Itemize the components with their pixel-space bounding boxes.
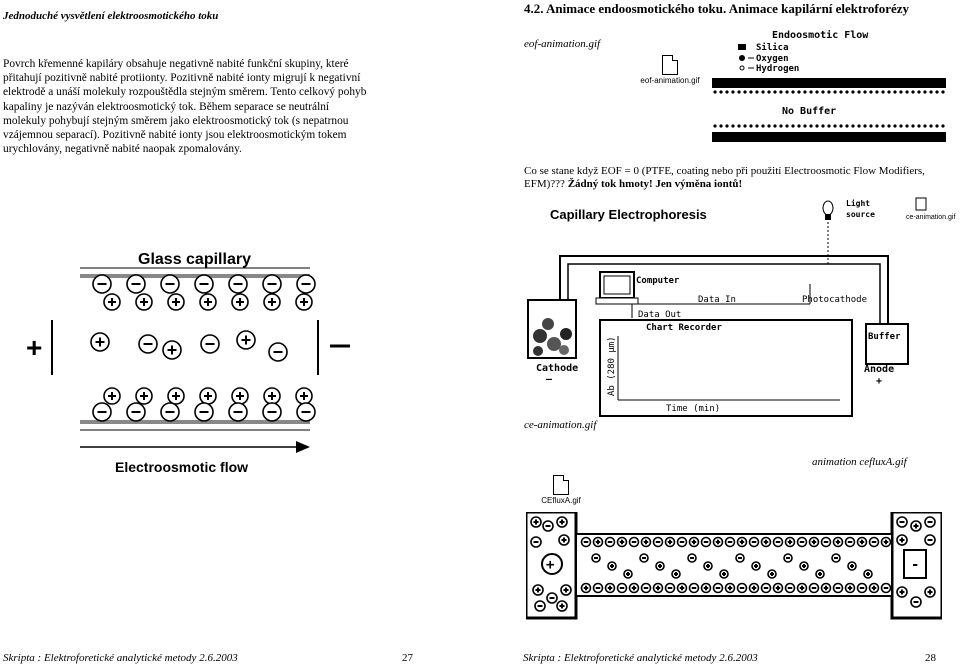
reservoir-ion	[533, 585, 543, 595]
counter-ion-positive	[200, 388, 216, 404]
channel-wall-ion	[738, 584, 747, 593]
reservoir-ion	[543, 521, 553, 531]
wall-negative-charge	[229, 275, 247, 293]
ce-caption: ce-animation.gif	[524, 419, 597, 431]
channel-ion	[768, 570, 776, 578]
wall-negative-charge	[229, 403, 247, 421]
paragraph-line: molekuly pohybují stejným směrem jako elektroosmotický tok (s nepatrnou	[3, 114, 349, 127]
channel-wall-ion	[606, 538, 615, 547]
reservoir-ion	[559, 535, 569, 545]
ceflux-file-icon-group	[536, 475, 586, 505]
ceflux-file-label: CEfluxA.gif	[541, 496, 581, 505]
channel-wall-ion	[750, 584, 759, 593]
channel-wall-ion	[606, 584, 615, 593]
gif-file-icon	[553, 475, 569, 495]
channel-ion	[704, 562, 712, 570]
channel-ion	[624, 570, 632, 578]
reservoir-ion	[897, 535, 907, 545]
channel-wall-ion	[822, 538, 831, 547]
channel-ion	[816, 570, 824, 578]
counter-ion-positive	[168, 388, 184, 404]
chart-recorder-box	[600, 320, 852, 416]
channel-wall-ion	[834, 538, 843, 547]
channel-ion	[592, 554, 600, 562]
wall-negative-charge	[195, 403, 213, 421]
counter-ion-positive	[296, 294, 312, 310]
eof-note	[524, 165, 925, 191]
free-ion	[269, 343, 287, 361]
wall-negative-charge	[93, 275, 111, 293]
right-page-number: 28	[925, 652, 936, 664]
gif-file-icon	[662, 55, 678, 75]
channel-wall-ion	[654, 584, 663, 593]
eof-file-icon-group	[640, 55, 700, 85]
recorder-x-label: Time (min)	[666, 404, 721, 414]
reservoir-ion	[925, 587, 935, 597]
channel-ion	[736, 554, 744, 562]
free-ion	[201, 335, 219, 353]
channel-ion	[688, 554, 696, 562]
data-out-label: Data Out	[638, 310, 682, 320]
channel-wall-ion	[582, 584, 591, 593]
counter-ion-positive	[200, 294, 216, 310]
anode-plus-sign: +	[26, 332, 43, 363]
channel-wall-ion	[726, 584, 735, 593]
paragraph-line: elektrodě a unáší molekuly rozpouštědla stejným směrem. Tento celkový pohyb	[3, 86, 367, 99]
channel-wall-ion	[654, 538, 663, 547]
channel-wall-ion	[882, 584, 891, 593]
flow-arrow-head	[296, 441, 310, 453]
no-buffer-label: No Buffer	[782, 106, 837, 117]
channel-ion	[848, 562, 856, 570]
ce-file-label: ce-animation.gif	[906, 214, 956, 221]
ceflux-plus: +	[546, 557, 555, 573]
flow-label: Electroosmotic flow	[115, 459, 249, 475]
recorder-y-label: Ab (280 μm)	[607, 336, 617, 396]
reservoir-ion	[547, 593, 557, 603]
channel-ion	[784, 554, 792, 562]
channel-wall-ion	[678, 538, 687, 547]
right-footer: Skripta : Elektroforetické analytické metody 2.6.2003	[523, 652, 758, 664]
channel-wall-ion	[714, 538, 723, 547]
channel-wall-ion	[798, 584, 807, 593]
channel-wall-ion	[858, 538, 867, 547]
left-footer: Skripta : Elektroforetické analytické metody 2.6.2003	[3, 652, 238, 664]
channel-wall-ion	[774, 538, 783, 547]
channel-wall-ion	[834, 584, 843, 593]
free-ion	[139, 335, 157, 353]
eof-legend	[738, 42, 799, 74]
legend-hydrogen: Hydrogen	[756, 64, 800, 74]
channel-wall-ion	[870, 584, 879, 593]
light-source-label-1: Light	[846, 199, 871, 208]
channel-ion	[608, 562, 616, 570]
reservoir-ion	[561, 585, 571, 595]
channel-wall-ion	[870, 538, 879, 547]
counter-ion-positive	[136, 388, 152, 404]
ceflux-figure	[526, 512, 942, 620]
reservoir-ion	[925, 517, 935, 527]
channel-ion	[672, 570, 680, 578]
counter-ion-positive	[296, 388, 312, 404]
counter-ion-positive	[136, 294, 152, 310]
channel-ion	[800, 562, 808, 570]
channel-wall-ion	[738, 538, 747, 547]
reservoir-ion	[911, 521, 921, 531]
left-page-header: Jednoduché vysvětlení elektroosmotického toku	[3, 10, 219, 22]
channel-wall-ion	[750, 538, 759, 547]
legend-oxygen: Oxygen	[756, 54, 789, 64]
channel-ion	[656, 562, 664, 570]
bottom-silica-wall	[712, 124, 946, 142]
anode-sign: +	[876, 376, 883, 387]
cathode-label: Cathode	[536, 363, 579, 374]
reservoir-ion	[925, 535, 935, 545]
wall-negative-charge	[127, 275, 145, 293]
photocathode-label: Photocathode	[802, 295, 868, 305]
eof-note-plain: EFM)???	[524, 178, 568, 190]
capillary-electrophoresis-figure	[520, 196, 960, 418]
ceflux-caption: animation cefluxA.gif	[812, 456, 907, 468]
channel-wall-ion	[618, 584, 627, 593]
reservoir-ion	[531, 517, 541, 527]
free-ion	[163, 341, 181, 359]
channel-wall-ion	[786, 538, 795, 547]
channel-wall-ion	[846, 538, 855, 547]
charge-particles	[91, 275, 315, 421]
channel-wall-ion	[594, 538, 603, 547]
counter-ion-positive	[168, 294, 184, 310]
eof-title: Endoosmotic Flow	[772, 30, 869, 41]
channel-wall-ion	[630, 584, 639, 593]
channel-wall-ion	[666, 584, 675, 593]
channel-wall-ion	[798, 538, 807, 547]
reservoir-ion	[897, 517, 907, 527]
free-ion	[237, 331, 255, 349]
anode-label: Anode	[864, 364, 895, 375]
free-ion	[91, 333, 109, 351]
channel-wall-ion	[810, 584, 819, 593]
channel-ion	[640, 554, 648, 562]
eof-note-line2	[524, 178, 925, 191]
chart-recorder-label: Chart Recorder	[646, 323, 722, 333]
counter-ion-positive	[232, 388, 248, 404]
wall-negative-charge	[195, 275, 213, 293]
wall-negative-charge	[127, 403, 145, 421]
left-page-number: 27	[402, 652, 413, 664]
channel-wall-ion	[678, 584, 687, 593]
eof-note-bold: Žádný tok hmoty! Jen výměna iontů!	[567, 178, 743, 190]
channel-wall-ion	[630, 538, 639, 547]
channel-wall-ion	[786, 584, 795, 593]
wall-negative-charge	[161, 403, 179, 421]
channel-ion	[752, 562, 760, 570]
paragraph-line: vzájemnou separací). Pozitivně nabité ionty jsou elektroosmotickým tokem	[3, 129, 347, 142]
ceflux-minus: -	[911, 557, 920, 573]
channel-wall-ion	[846, 584, 855, 593]
ce-title: Capillary Electrophoresis	[550, 207, 707, 222]
channel-wall-ion	[726, 538, 735, 547]
channel-ion	[832, 554, 840, 562]
section-title: 4.2. Animace endoosmotického toku. Animace kapilární elektroforézy	[524, 1, 910, 16]
channel-wall-ion	[774, 584, 783, 593]
channel-wall-ion	[690, 538, 699, 547]
channel-wall-ion	[690, 584, 699, 593]
paragraph-line: urychlovány, negativně nabité naopak zpomalovány.	[3, 143, 242, 156]
light-bulb-icon	[823, 201, 833, 220]
counter-ion-positive	[104, 294, 120, 310]
paragraph-line: Povrch křemenné kapiláry obsahuje negativně nabité funkční skupiny, které	[3, 58, 349, 70]
channel-wall-ion	[582, 538, 591, 547]
counter-ion-positive	[264, 388, 280, 404]
wall-negative-charge	[297, 403, 315, 421]
channel-wall-ion	[702, 584, 711, 593]
legend-silica: Silica	[756, 43, 789, 53]
data-in-label: Data In	[698, 295, 736, 305]
channel-wall-ion	[762, 584, 771, 593]
channel-wall-ion	[666, 538, 675, 547]
channel-wall-ion	[762, 538, 771, 547]
endoosmotic-flow-figure	[712, 28, 948, 144]
anode-vial	[866, 324, 908, 364]
counter-ion-positive	[264, 294, 280, 310]
reservoir-ion	[557, 601, 567, 611]
channel-wall-ion	[702, 538, 711, 547]
eof-note-line1: Co se stane když EOF = 0 (PTFE, coating nebo při použití Electroosmotic Flow Modifiers,	[524, 165, 925, 177]
channel-wall-ion	[882, 538, 891, 547]
reservoir-ion	[911, 597, 921, 607]
light-source-label-2: source	[846, 210, 875, 219]
eof-caption: eof-animation.gif	[524, 38, 601, 50]
wall-negative-charge	[263, 275, 281, 293]
glass-capillary-figure	[20, 240, 350, 490]
reservoir-ion	[531, 537, 541, 547]
ce-file-icon	[916, 198, 926, 210]
channel-wall-ion	[642, 584, 651, 593]
paragraph-line: přitahují pozitivně nabité protiionty. Pozitivně nabité ionty migrují k negativní	[3, 72, 361, 85]
left-paragraph	[3, 57, 415, 156]
channel-wall-ion	[642, 538, 651, 547]
capillary-title: Glass capillary	[138, 251, 251, 268]
computer-icon	[596, 272, 638, 304]
counter-ion-positive	[232, 294, 248, 310]
wall-negative-charge	[93, 403, 111, 421]
channel-wall-ion	[618, 538, 627, 547]
paragraph-line: kapaliny je nazýván elektroosmotický tok. Během separace se neutrální	[3, 100, 330, 113]
reservoir-ion	[557, 517, 567, 527]
reservoir-ion	[897, 587, 907, 597]
channel-wall-ion	[822, 584, 831, 593]
wall-negative-charge	[263, 403, 281, 421]
wall-negative-charge	[161, 275, 179, 293]
channel-ion	[864, 570, 872, 578]
reservoir-ion	[535, 601, 545, 611]
eof-file-label: eof-animation.gif	[640, 76, 700, 85]
channel-wall-ion	[714, 584, 723, 593]
channel-wall-ion	[810, 538, 819, 547]
wall-negative-charge	[297, 275, 315, 293]
buffer-label: Buffer	[868, 332, 901, 342]
cathode-sign: —	[546, 374, 553, 385]
bottom-capillary-wall	[80, 420, 310, 430]
counter-ion-positive	[104, 388, 120, 404]
computer-label: Computer	[636, 276, 680, 286]
channel-wall-ion	[594, 584, 603, 593]
top-silica-wall	[712, 78, 946, 94]
channel-ion	[720, 570, 728, 578]
channel-wall-ion	[858, 584, 867, 593]
